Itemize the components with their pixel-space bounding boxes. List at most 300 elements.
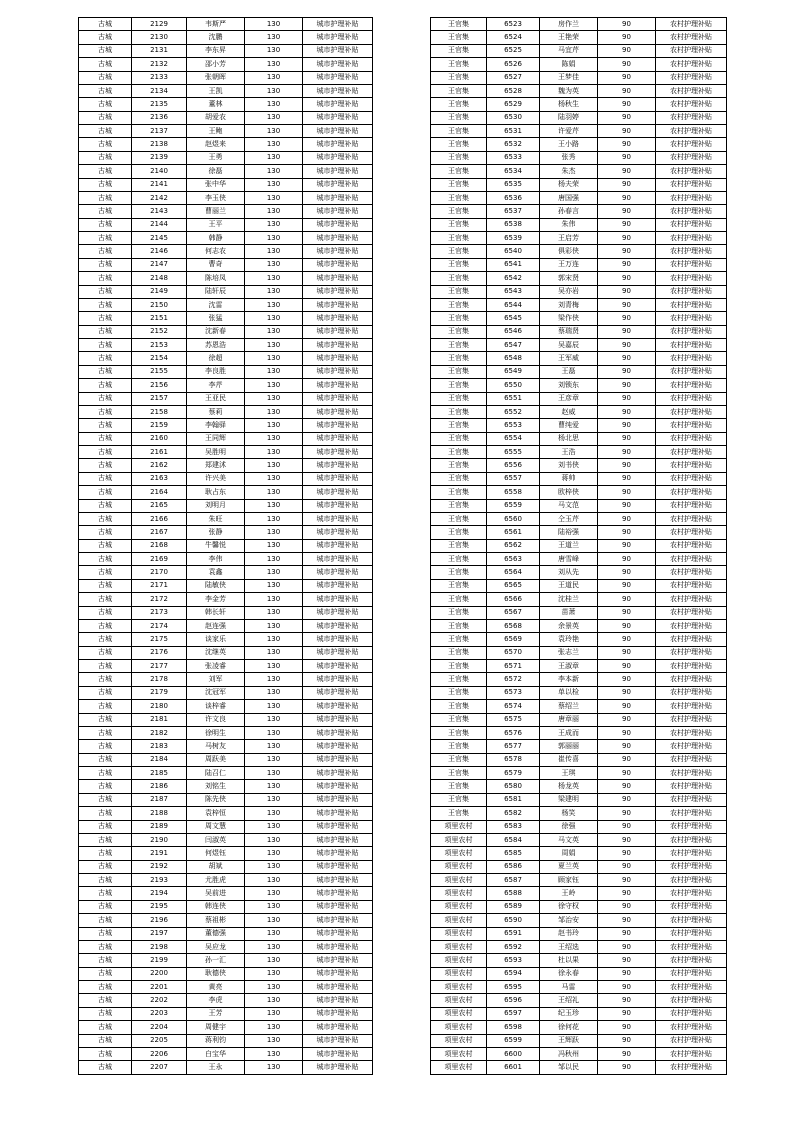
cell-serial-no: 6567 bbox=[487, 606, 540, 619]
cell-amount: 90 bbox=[598, 191, 656, 204]
cell-serial-no: 2129 bbox=[132, 18, 187, 31]
cell-subsidy-type: 城市护理补贴 bbox=[303, 205, 373, 218]
table-row bbox=[79, 151, 373, 164]
cell-area: 王官集 bbox=[431, 232, 487, 245]
cell-subsidy-type: 城市护理补贴 bbox=[303, 499, 373, 512]
cell-subsidy-type: 城市护理补贴 bbox=[303, 432, 373, 445]
cell-amount: 90 bbox=[598, 593, 656, 606]
cell-amount: 90 bbox=[598, 138, 656, 151]
cell-serial-no: 6575 bbox=[487, 713, 540, 726]
cell-subsidy-type: 农村护理补贴 bbox=[656, 151, 727, 164]
cell-area: 古城 bbox=[79, 767, 132, 780]
cell-subsidy-type: 农村护理补贴 bbox=[656, 245, 727, 258]
cell-subsidy-type: 城市护理补贴 bbox=[303, 218, 373, 231]
cell-area: 古城 bbox=[79, 232, 132, 245]
cell-serial-no: 2201 bbox=[132, 981, 187, 994]
cell-area: 古城 bbox=[79, 726, 132, 739]
cell-subsidy-type: 农村护理补贴 bbox=[656, 967, 727, 980]
cell-amount: 130 bbox=[245, 553, 303, 566]
cell-area: 古城 bbox=[79, 1021, 132, 1034]
table-row bbox=[79, 31, 373, 44]
cell-serial-no: 2158 bbox=[132, 405, 187, 418]
cell-name: 袁鑫 bbox=[187, 566, 245, 579]
table-row bbox=[79, 566, 373, 579]
cell-area: 古城 bbox=[79, 125, 132, 138]
table-row bbox=[79, 847, 373, 860]
table-row bbox=[431, 579, 727, 592]
table-row bbox=[79, 606, 373, 619]
cell-name: 邵小芳 bbox=[187, 58, 245, 71]
table-row bbox=[431, 646, 727, 659]
cell-serial-no: 2149 bbox=[132, 285, 187, 298]
cell-amount: 90 bbox=[598, 981, 656, 994]
cell-serial-no: 2190 bbox=[132, 833, 187, 846]
cell-area: 古城 bbox=[79, 740, 132, 753]
cell-subsidy-type: 农村护理补贴 bbox=[656, 927, 727, 940]
cell-serial-no: 2188 bbox=[132, 807, 187, 820]
cell-amount: 130 bbox=[245, 940, 303, 953]
cell-subsidy-type: 农村护理补贴 bbox=[656, 1021, 727, 1034]
cell-serial-no: 2170 bbox=[132, 566, 187, 579]
cell-name: 沈雷 bbox=[187, 298, 245, 311]
cell-area: 古城 bbox=[79, 58, 132, 71]
cell-amount: 130 bbox=[245, 967, 303, 980]
cell-name: 郭丽丽 bbox=[540, 740, 598, 753]
cell-amount: 90 bbox=[598, 526, 656, 539]
cell-amount: 90 bbox=[598, 325, 656, 338]
cell-subsidy-type: 农村护理补贴 bbox=[656, 432, 727, 445]
table-row bbox=[431, 31, 727, 44]
cell-serial-no: 6569 bbox=[487, 633, 540, 646]
table-row bbox=[79, 272, 373, 285]
table-row bbox=[79, 994, 373, 1007]
cell-serial-no: 2185 bbox=[132, 767, 187, 780]
cell-amount: 130 bbox=[245, 71, 303, 84]
cell-area: 古城 bbox=[79, 392, 132, 405]
cell-subsidy-type: 农村护理补贴 bbox=[656, 258, 727, 271]
cell-subsidy-type: 农村护理补贴 bbox=[656, 285, 727, 298]
cell-subsidy-type: 城市护理补贴 bbox=[303, 1061, 373, 1074]
cell-subsidy-type: 城市护理补贴 bbox=[303, 606, 373, 619]
table-row bbox=[79, 860, 373, 873]
cell-name: 邹治安 bbox=[540, 914, 598, 927]
cell-subsidy-type: 农村护理补贴 bbox=[656, 833, 727, 846]
cell-serial-no: 2197 bbox=[132, 927, 187, 940]
cell-area: 王官集 bbox=[431, 432, 487, 445]
cell-amount: 130 bbox=[245, 191, 303, 204]
cell-area: 古城 bbox=[79, 512, 132, 525]
cell-area: 古城 bbox=[79, 847, 132, 860]
cell-amount: 90 bbox=[598, 392, 656, 405]
table-row bbox=[431, 927, 727, 940]
table-row bbox=[431, 1021, 727, 1034]
cell-name: 赵威 bbox=[540, 405, 598, 418]
cell-subsidy-type: 农村护理补贴 bbox=[656, 900, 727, 913]
cell-name: 周跃美 bbox=[187, 753, 245, 766]
cell-subsidy-type: 农村护理补贴 bbox=[656, 566, 727, 579]
cell-serial-no: 2203 bbox=[132, 1007, 187, 1020]
cell-area: 古城 bbox=[79, 994, 132, 1007]
cell-serial-no: 6576 bbox=[487, 726, 540, 739]
table-row bbox=[79, 285, 373, 298]
table-row bbox=[431, 807, 727, 820]
cell-name: 陈先侠 bbox=[187, 793, 245, 806]
table-row bbox=[431, 512, 727, 525]
table-row bbox=[79, 178, 373, 191]
cell-name: 李玉侠 bbox=[187, 191, 245, 204]
cell-subsidy-type: 城市护理补贴 bbox=[303, 325, 373, 338]
cell-serial-no: 6555 bbox=[487, 446, 540, 459]
cell-serial-no: 6564 bbox=[487, 566, 540, 579]
cell-amount: 90 bbox=[598, 633, 656, 646]
cell-amount: 90 bbox=[598, 673, 656, 686]
cell-subsidy-type: 城市护理补贴 bbox=[303, 44, 373, 57]
cell-subsidy-type: 农村护理补贴 bbox=[656, 553, 727, 566]
cell-area: 王官集 bbox=[431, 151, 487, 164]
cell-amount: 90 bbox=[598, 1034, 656, 1047]
cell-amount: 90 bbox=[598, 165, 656, 178]
cell-serial-no: 6601 bbox=[487, 1061, 540, 1074]
cell-serial-no: 6579 bbox=[487, 767, 540, 780]
cell-serial-no: 2181 bbox=[132, 713, 187, 726]
cell-amount: 130 bbox=[245, 392, 303, 405]
cell-area: 古城 bbox=[79, 312, 132, 325]
cell-name: 蔡瑞贤 bbox=[540, 325, 598, 338]
cell-area: 项里农村 bbox=[431, 967, 487, 980]
cell-serial-no: 6540 bbox=[487, 245, 540, 258]
cell-area: 王官集 bbox=[431, 98, 487, 111]
table-row bbox=[431, 700, 727, 713]
cell-subsidy-type: 城市护理补贴 bbox=[303, 566, 373, 579]
cell-area: 王官集 bbox=[431, 138, 487, 151]
cell-subsidy-type: 农村护理补贴 bbox=[656, 619, 727, 632]
cell-name: 徐何花 bbox=[540, 1021, 598, 1034]
cell-name: 王道民 bbox=[540, 579, 598, 592]
cell-serial-no: 2179 bbox=[132, 686, 187, 699]
table-row bbox=[431, 940, 727, 953]
table-row bbox=[79, 419, 373, 432]
cell-area: 王官集 bbox=[431, 499, 487, 512]
cell-serial-no: 6559 bbox=[487, 499, 540, 512]
cell-subsidy-type: 城市护理补贴 bbox=[303, 700, 373, 713]
cell-serial-no: 6560 bbox=[487, 512, 540, 525]
cell-name: 王亚民 bbox=[187, 392, 245, 405]
cell-name: 韦斯严 bbox=[187, 18, 245, 31]
cell-name: 马文范 bbox=[540, 499, 598, 512]
cell-amount: 130 bbox=[245, 365, 303, 378]
cell-serial-no: 6587 bbox=[487, 874, 540, 887]
cell-amount: 130 bbox=[245, 619, 303, 632]
cell-name: 王鲍 bbox=[187, 125, 245, 138]
table-row bbox=[79, 1061, 373, 1074]
cell-amount: 90 bbox=[598, 379, 656, 392]
cell-area: 古城 bbox=[79, 419, 132, 432]
cell-subsidy-type: 农村护理补贴 bbox=[656, 472, 727, 485]
cell-subsidy-type: 城市护理补贴 bbox=[303, 713, 373, 726]
cell-amount: 130 bbox=[245, 432, 303, 445]
cell-serial-no: 2150 bbox=[132, 298, 187, 311]
cell-name: 李良胜 bbox=[187, 365, 245, 378]
cell-serial-no: 6541 bbox=[487, 258, 540, 271]
cell-amount: 130 bbox=[245, 726, 303, 739]
cell-area: 项里农村 bbox=[431, 927, 487, 940]
cell-amount: 130 bbox=[245, 887, 303, 900]
cell-subsidy-type: 城市护理补贴 bbox=[303, 232, 373, 245]
cell-name: 蔡莉 bbox=[187, 405, 245, 418]
cell-subsidy-type: 城市护理补贴 bbox=[303, 1021, 373, 1034]
cell-serial-no: 6545 bbox=[487, 312, 540, 325]
cell-name: 顾家钰 bbox=[540, 874, 598, 887]
cell-name: 王永 bbox=[187, 1061, 245, 1074]
cell-amount: 90 bbox=[598, 726, 656, 739]
cell-amount: 90 bbox=[598, 566, 656, 579]
table-row bbox=[431, 606, 727, 619]
cell-subsidy-type: 城市护理补贴 bbox=[303, 191, 373, 204]
cell-subsidy-type: 农村护理补贴 bbox=[656, 379, 727, 392]
cell-amount: 130 bbox=[245, 352, 303, 365]
cell-name: 孙一汇 bbox=[187, 954, 245, 967]
cell-subsidy-type: 农村护理补贴 bbox=[656, 606, 727, 619]
cell-serial-no: 6562 bbox=[487, 539, 540, 552]
cell-name: 单以检 bbox=[540, 686, 598, 699]
table-row bbox=[79, 459, 373, 472]
cell-subsidy-type: 城市护理补贴 bbox=[303, 860, 373, 873]
cell-amount: 90 bbox=[598, 245, 656, 258]
table-row bbox=[79, 981, 373, 994]
cell-amount: 90 bbox=[598, 967, 656, 980]
cell-amount: 130 bbox=[245, 633, 303, 646]
table-row bbox=[431, 1007, 727, 1020]
cell-subsidy-type: 城市护理补贴 bbox=[303, 258, 373, 271]
cell-serial-no: 2204 bbox=[132, 1021, 187, 1034]
cell-name: 李东昇 bbox=[187, 44, 245, 57]
table-row bbox=[431, 459, 727, 472]
cell-amount: 90 bbox=[598, 553, 656, 566]
table-row bbox=[431, 499, 727, 512]
cell-subsidy-type: 农村护理补贴 bbox=[656, 178, 727, 191]
cell-name: 沈冠军 bbox=[187, 686, 245, 699]
table-row bbox=[79, 900, 373, 913]
cell-amount: 130 bbox=[245, 994, 303, 1007]
table-row bbox=[79, 71, 373, 84]
cell-amount: 90 bbox=[598, 298, 656, 311]
cell-amount: 90 bbox=[598, 606, 656, 619]
table-row bbox=[431, 793, 727, 806]
cell-area: 王官集 bbox=[431, 459, 487, 472]
cell-area: 王官集 bbox=[431, 379, 487, 392]
cell-amount: 130 bbox=[245, 298, 303, 311]
cell-amount: 90 bbox=[598, 18, 656, 31]
table-row bbox=[431, 151, 727, 164]
cell-amount: 90 bbox=[598, 833, 656, 846]
cell-serial-no: 2175 bbox=[132, 633, 187, 646]
cell-subsidy-type: 农村护理补贴 bbox=[656, 660, 727, 673]
table-row bbox=[79, 927, 373, 940]
cell-serial-no: 6565 bbox=[487, 579, 540, 592]
cell-serial-no: 6582 bbox=[487, 807, 540, 820]
table-row bbox=[431, 780, 727, 793]
cell-area: 王官集 bbox=[431, 740, 487, 753]
table-row bbox=[431, 392, 727, 405]
table-row bbox=[79, 1007, 373, 1020]
cell-serial-no: 6580 bbox=[487, 780, 540, 793]
cell-subsidy-type: 城市护理补贴 bbox=[303, 312, 373, 325]
cell-amount: 90 bbox=[598, 178, 656, 191]
cell-subsidy-type: 农村护理补贴 bbox=[656, 539, 727, 552]
cell-serial-no: 6600 bbox=[487, 1047, 540, 1060]
cell-subsidy-type: 城市护理补贴 bbox=[303, 379, 373, 392]
cell-subsidy-type: 城市护理补贴 bbox=[303, 940, 373, 953]
table-row bbox=[79, 526, 373, 539]
table-row bbox=[79, 753, 373, 766]
cell-area: 古城 bbox=[79, 713, 132, 726]
cell-name: 杨龙英 bbox=[540, 780, 598, 793]
cell-amount: 130 bbox=[245, 753, 303, 766]
cell-name: 赵书玲 bbox=[540, 927, 598, 940]
cell-subsidy-type: 农村护理补贴 bbox=[656, 325, 727, 338]
cell-amount: 130 bbox=[245, 486, 303, 499]
cell-serial-no: 2189 bbox=[132, 820, 187, 833]
cell-name: 周健宇 bbox=[187, 1021, 245, 1034]
cell-serial-no: 6588 bbox=[487, 887, 540, 900]
cell-serial-no: 2159 bbox=[132, 419, 187, 432]
table-row bbox=[431, 245, 727, 258]
table-row bbox=[431, 18, 727, 31]
table-row bbox=[79, 472, 373, 485]
cell-amount: 130 bbox=[245, 1034, 303, 1047]
cell-area: 古城 bbox=[79, 472, 132, 485]
table-row bbox=[79, 365, 373, 378]
cell-subsidy-type: 农村护理补贴 bbox=[656, 753, 727, 766]
table-row bbox=[431, 740, 727, 753]
cell-serial-no: 6592 bbox=[487, 940, 540, 953]
cell-serial-no: 2180 bbox=[132, 700, 187, 713]
table-row bbox=[431, 1034, 727, 1047]
cell-serial-no: 6530 bbox=[487, 111, 540, 124]
cell-serial-no: 2184 bbox=[132, 753, 187, 766]
cell-name: 何煜钰 bbox=[187, 847, 245, 860]
table-row bbox=[431, 486, 727, 499]
cell-area: 项里农村 bbox=[431, 981, 487, 994]
table-row bbox=[79, 726, 373, 739]
table-row bbox=[79, 44, 373, 57]
cell-amount: 90 bbox=[598, 619, 656, 632]
cell-subsidy-type: 农村护理补贴 bbox=[656, 459, 727, 472]
cell-amount: 130 bbox=[245, 1047, 303, 1060]
cell-area: 王官集 bbox=[431, 486, 487, 499]
cell-amount: 90 bbox=[598, 352, 656, 365]
cell-serial-no: 2164 bbox=[132, 486, 187, 499]
cell-serial-no: 6591 bbox=[487, 927, 540, 940]
cell-amount: 90 bbox=[598, 793, 656, 806]
table-row bbox=[431, 633, 727, 646]
cell-name: 谈家乐 bbox=[187, 633, 245, 646]
cell-subsidy-type: 农村护理补贴 bbox=[656, 232, 727, 245]
cell-name: 沈鹏 bbox=[187, 31, 245, 44]
cell-serial-no: 2134 bbox=[132, 84, 187, 97]
cell-name: 陆敏侠 bbox=[187, 579, 245, 592]
cell-area: 王官集 bbox=[431, 298, 487, 311]
table-row bbox=[79, 633, 373, 646]
cell-serial-no: 6558 bbox=[487, 486, 540, 499]
cell-subsidy-type: 农村护理补贴 bbox=[656, 512, 727, 525]
cell-name: 曹丽兰 bbox=[187, 205, 245, 218]
cell-name: 仝玉芹 bbox=[540, 512, 598, 525]
cell-amount: 130 bbox=[245, 178, 303, 191]
cell-subsidy-type: 城市护理补贴 bbox=[303, 820, 373, 833]
cell-serial-no: 6571 bbox=[487, 660, 540, 673]
cell-name: 李芹 bbox=[187, 379, 245, 392]
cell-amount: 130 bbox=[245, 18, 303, 31]
table-row bbox=[79, 673, 373, 686]
cell-serial-no: 2156 bbox=[132, 379, 187, 392]
left-subsidy-table bbox=[78, 17, 373, 1075]
cell-subsidy-type: 农村护理补贴 bbox=[656, 847, 727, 860]
cell-area: 古城 bbox=[79, 700, 132, 713]
cell-subsidy-type: 城市护理补贴 bbox=[303, 298, 373, 311]
table-row bbox=[79, 740, 373, 753]
table-row bbox=[79, 593, 373, 606]
cell-area: 项里农村 bbox=[431, 914, 487, 927]
table-row bbox=[79, 84, 373, 97]
cell-serial-no: 2182 bbox=[132, 726, 187, 739]
cell-serial-no: 2161 bbox=[132, 446, 187, 459]
cell-subsidy-type: 农村护理补贴 bbox=[656, 820, 727, 833]
cell-amount: 130 bbox=[245, 793, 303, 806]
cell-name: 苗萧 bbox=[540, 606, 598, 619]
table-row bbox=[431, 71, 727, 84]
cell-name: 房作兰 bbox=[540, 18, 598, 31]
cell-serial-no: 2146 bbox=[132, 245, 187, 258]
cell-area: 古城 bbox=[79, 553, 132, 566]
cell-area: 王官集 bbox=[431, 325, 487, 338]
cell-subsidy-type: 城市护理补贴 bbox=[303, 392, 373, 405]
cell-area: 古城 bbox=[79, 405, 132, 418]
cell-amount: 130 bbox=[245, 232, 303, 245]
cell-area: 古城 bbox=[79, 874, 132, 887]
cell-subsidy-type: 城市护理补贴 bbox=[303, 954, 373, 967]
cell-amount: 90 bbox=[598, 860, 656, 873]
cell-area: 古城 bbox=[79, 84, 132, 97]
cell-amount: 90 bbox=[598, 807, 656, 820]
table-row bbox=[79, 486, 373, 499]
table-row bbox=[431, 566, 727, 579]
cell-serial-no: 6537 bbox=[487, 205, 540, 218]
cell-area: 古城 bbox=[79, 499, 132, 512]
table-row bbox=[431, 954, 727, 967]
cell-area: 项里农村 bbox=[431, 887, 487, 900]
cell-name: 王启芳 bbox=[540, 232, 598, 245]
cell-subsidy-type: 农村护理补贴 bbox=[656, 205, 727, 218]
cell-serial-no: 6568 bbox=[487, 619, 540, 632]
cell-subsidy-type: 农村护理补贴 bbox=[656, 486, 727, 499]
cell-serial-no: 2152 bbox=[132, 325, 187, 338]
table-row bbox=[431, 205, 727, 218]
cell-area: 项里农村 bbox=[431, 1021, 487, 1034]
cell-subsidy-type: 农村护理补贴 bbox=[656, 392, 727, 405]
cell-area: 古城 bbox=[79, 753, 132, 766]
table-row bbox=[79, 619, 373, 632]
right-table-body bbox=[431, 18, 727, 1075]
table-row bbox=[431, 660, 727, 673]
cell-amount: 90 bbox=[598, 258, 656, 271]
cell-name: 王琪 bbox=[540, 767, 598, 780]
cell-amount: 130 bbox=[245, 847, 303, 860]
cell-name: 朱伟 bbox=[540, 218, 598, 231]
cell-name: 刘青梅 bbox=[540, 298, 598, 311]
cell-amount: 90 bbox=[598, 914, 656, 927]
cell-name: 韩长轩 bbox=[187, 606, 245, 619]
